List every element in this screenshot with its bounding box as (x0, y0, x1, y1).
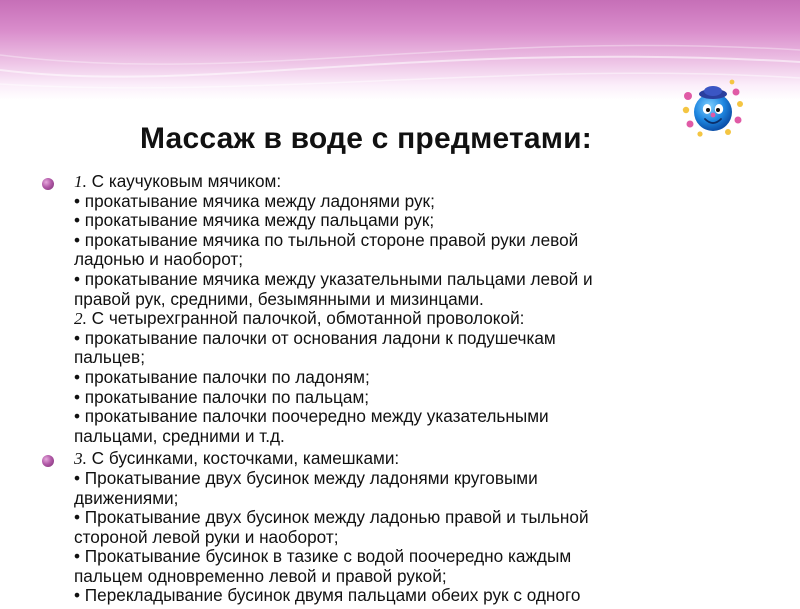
list-item: • Перекладывание бусинок двумя пальцами обеих рук с одного (74, 585, 581, 606)
list-item: • Прокатывание бусинок в тазике с водой поочередно каждым (74, 546, 572, 567)
heading-number: 3. (74, 449, 87, 469)
list-item: • Прокатывание двух бусинок между ладонью правой и тыльной (74, 507, 589, 528)
section-2-lines (74, 449, 760, 606)
list-item: • прокатывание мячика по тыльной стороне правой руки левой (74, 229, 579, 250)
section-heading (74, 449, 760, 469)
list-item-continuation: пальцами, средними и т.д. (74, 425, 285, 446)
list-item: • прокатывание палочки по ладоням; (74, 366, 370, 387)
slide-title: Массаж в воде с предметами: (140, 122, 592, 155)
heading-text: С бусинками, косточками, камешками: (86, 448, 400, 469)
list-item-continuation: правой рук, средними, безымянными и мизинцами. (74, 288, 484, 309)
list-item-continuation: движениями; (74, 487, 179, 508)
list-item-continuation: стороной левой руки и наоборот; (74, 526, 339, 547)
list-item: • прокатывание мячика между ладонями рук; (74, 190, 435, 211)
section-heading (74, 172, 760, 192)
section-1-lines (74, 172, 760, 446)
list-item: • прокатывание палочки от основания ладони к подушечкам (74, 327, 556, 348)
list-item: • прокатывание палочки поочередно между указательными (74, 406, 549, 427)
section-2 (40, 449, 760, 606)
list-item-continuation: пальцев; (74, 347, 145, 368)
heading-text: С четырехгранной палочкой, обмотанной проволокой: (86, 308, 525, 329)
list-item: • прокатывание мячика между пальцами рук; (74, 210, 435, 231)
list-item: • прокатывание палочки по пальцам; (74, 386, 370, 407)
bullet-marker-icon (42, 455, 54, 467)
heading-number: 1. (74, 172, 87, 191)
smiling-blue-ball-icon (680, 74, 746, 144)
list-item: • Прокатывание двух бусинок между ладонями круговыми (74, 467, 538, 488)
list-item: • прокатывание мячика между указательными пальцами левой и (74, 268, 593, 289)
bullet-marker-icon (42, 178, 54, 190)
list-item-continuation: ладонью и наоборот; (74, 249, 244, 270)
slide-content (40, 172, 760, 609)
heading-text: С каучуковым мячиком: (86, 171, 282, 191)
section-heading (74, 309, 760, 329)
list-item-continuation: пальцем одновременно левой и правой рукой; (74, 565, 447, 586)
heading-number: 2. (74, 309, 87, 329)
section-1 (40, 172, 760, 446)
